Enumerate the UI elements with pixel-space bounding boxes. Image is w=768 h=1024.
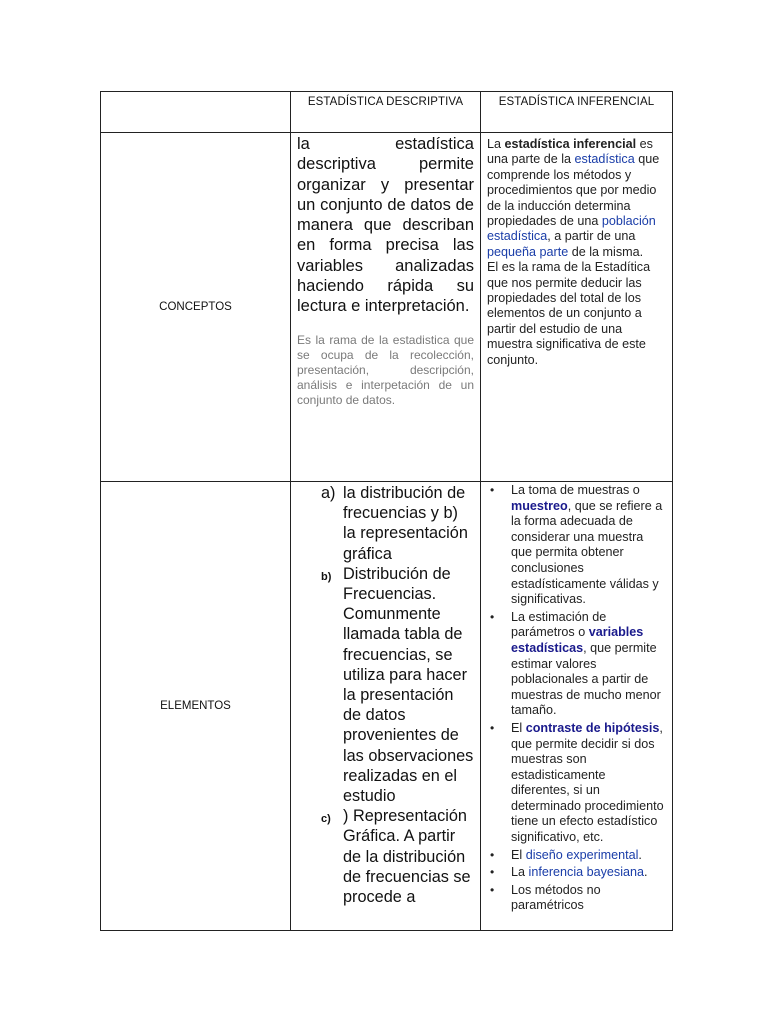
bullet-icon: • [490,847,495,862]
link-diseno-experimental[interactable]: diseño experimental [525,847,639,862]
term-estadistica-inferencial: estadística inferencial [504,137,637,151]
bullet-icon: • [490,882,495,897]
list-item: • La toma de muestras o muestreo, que se refiere a la forma adecuada de considerar una muestra que permita obtener conclusiones estadísticamente válidas y significativas. [490,483,663,607]
link-estadistica[interactable]: estadística [574,152,635,167]
row-label-conceptos: CONCEPTOS [101,133,291,482]
row-conceptos [101,133,673,482]
list-item: • La estimación de parámetros o variables estadísticas, que permite estimar valores poblacionales a partir de muestras de mucho menor tamaño. [490,609,661,718]
bullet-icon: • [490,609,495,624]
bullet-icon: • [490,720,495,735]
header-row [101,92,673,133]
cell-elementos-inferencial [481,482,673,931]
inferencial-elements-list [481,482,672,914]
inferencial-concept-note: El es la rama de la Estadítica que nos permite deducir las propiedades del total de los elementos de un conjunto a partir del estudio de una muestra significativa de este conjunto. [487,260,651,367]
link-muestreo[interactable]: muestreo [511,498,568,513]
list-item: • El diseño experimental. [490,847,642,862]
cell-conceptos-descriptiva [291,133,481,482]
descriptiva-concept-note: Es la rama de la estadistica que se ocupa de la recolección, presentación, descripción, análisis e interpetación de un conjunto de datos. [297,332,474,407]
row-elementos [101,482,673,931]
row-label-elementos: ELEMENTOS [101,482,291,931]
cell-elementos-descriptiva [291,482,481,931]
list-item: • Los métodos no paramétricos [490,882,601,913]
list-item: • El contraste de hipótesis, que permite decidir si dos muestras son estadisticamente diferentes, si un determinado procedimiento tiene un efecto estadístico significativo, etc. [490,720,664,845]
link-pequena-parte[interactable]: pequeña parte [487,244,569,259]
bullet-icon: • [490,483,495,497]
inferencial-concept-paragraph: La estadística inferencial es una parte de la estadística que comprende los métodos y procedimientos que por medio de la inducción determina propiedades de una población estadística, a partir de una pequeña parte de la misma. [487,137,660,259]
header-empty-cell [101,92,291,133]
bullet-icon: • [490,865,495,880]
comparison-table [100,91,673,931]
header-descriptiva: ESTADÍSTICA DESCRIPTIVA [291,92,481,133]
link-variables-estadisticas[interactable]: variables estadísticas [511,625,644,655]
list-item: • La inferencia bayesiana. [490,865,648,880]
list-item: a) la distribución de frecuencias y b) la representación gráfica [321,484,468,563]
descriptiva-concept-text: la estadística descriptiva permite organizar y presentar un conjunto de datos de manera que describan en forma precisa las variables analizadas haciendo rápida su lectura e interpretación. [297,135,474,316]
link-poblacion-estadistica[interactable]: población estadística [487,214,656,244]
list-item: c) ) Representación Gráfica. A partir de la distribución de frecuencias se procede a [321,807,471,907]
link-contraste-de-hipotesis[interactable]: contraste de hipótesis [525,720,660,735]
cell-conceptos-inferencial [481,133,673,482]
header-inferencial: ESTADÍSTICA INFERENCIAL [481,92,673,133]
link-inferencia-bayesiana[interactable]: inferencia bayesiana [528,865,645,880]
descriptiva-elements-list [291,482,480,907]
list-item: b) Distribución de Frecuencias. Comunmente llamada tabla de frecuencias, se utiliza para hacer la presentación de datos provenientes de las observaciones realizadas en el estudio [321,564,474,806]
